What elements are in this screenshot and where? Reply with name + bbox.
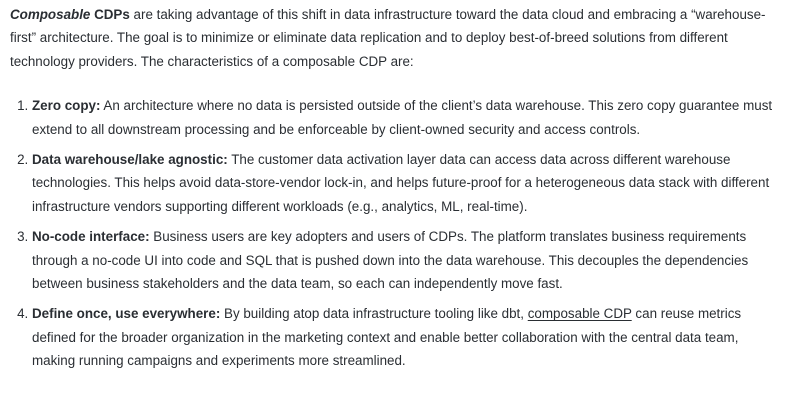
item-term: Define once, use everywhere: — [32, 306, 221, 322]
item-text: An architecture where no data is persisted outside of the client’s data warehouse. This zero copy guarantee must extend to all downstream processing and be enforceable by client-owned security and access controls. — [32, 98, 773, 137]
list-item-no-code — [32, 225, 775, 295]
item-term: No-code interface: — [32, 229, 150, 245]
item-text: Business users are key adopters and users of CDPs. The platform translates business requirements through a no-code UI into code and SQL that is pushed down into the data warehouse. This decouples the dependencies between business stakeholders and the data team, so each can independently move fast. — [32, 229, 749, 292]
composable-cdp-link[interactable]: composable CDP — [527, 306, 632, 322]
intro-text: are taking advantage of this shift in data infrastructure toward the data cloud and embracing a “warehouse-first” architecture. The goal is to minimize or eliminate data replication and to deploy best-of-breed solutions from different technology providers. The characteristics of a composable CDP are: — [10, 7, 766, 69]
intro-lead-rest: CDPs — [90, 7, 130, 22]
intro-lead-italic: Composable — [10, 7, 91, 22]
characteristics-list — [10, 94, 775, 372]
item-text-before: By building atop data infrastructure tooling like dbt, — [220, 306, 528, 322]
item-term: Zero copy: — [32, 98, 101, 114]
intro-lead — [10, 7, 130, 22]
list-item-warehouse-agnostic — [32, 148, 775, 218]
item-text-after: can reuse metrics defined for the broader organization in the marketing context and enable better collaboration with the central data team, making running campaigns and experiments more streamlined. — [32, 306, 742, 369]
list-item-zero-copy — [32, 94, 775, 141]
item-term: Data warehouse/lake agnostic: — [32, 152, 228, 168]
intro-paragraph — [10, 3, 775, 73]
list-item-define-once — [32, 302, 775, 372]
item-text: The customer data activation layer data can access data across different warehouse technologies. This helps avoid data-store-vendor lock-in, and helps future-proof for a heterogeneous data stack with different infrastructure vendors supporting different workloads (e.g., analytics, ML, real-time). — [32, 152, 770, 214]
